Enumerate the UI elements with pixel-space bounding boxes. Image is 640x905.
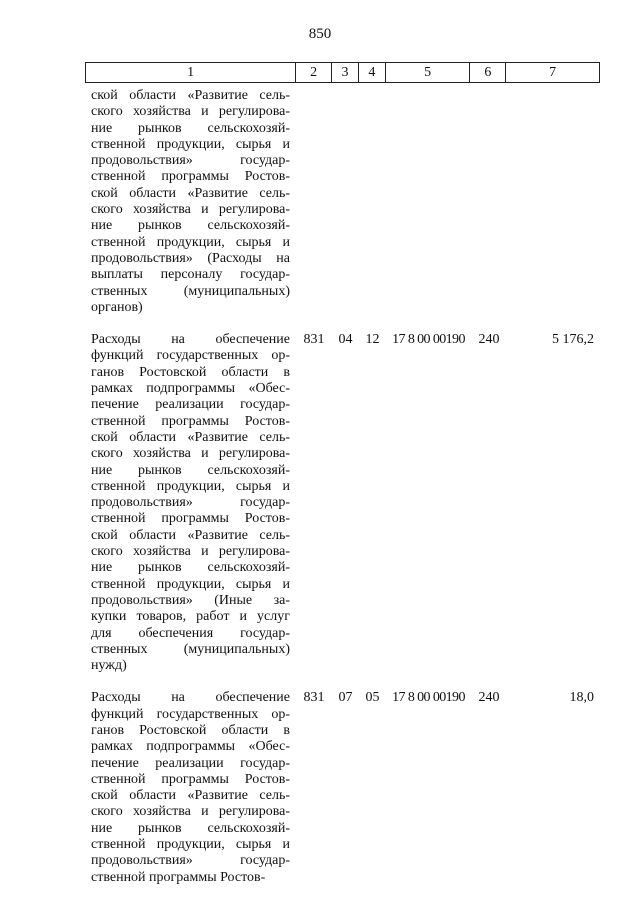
page-number: 850 (308, 26, 332, 42)
ministry-code: 831 (303, 332, 325, 348)
expense-type-code: 240 (478, 690, 500, 706)
description-line: ственной продукции, сырья и (91, 136, 290, 152)
description-line: ганов Ростовской области в (91, 722, 290, 738)
section-code (332, 88, 359, 316)
description-line: ского хозяйства и регулирова- (91, 446, 290, 462)
row-description (85, 332, 296, 674)
description-line: ской области «Развитие сель- (91, 527, 290, 543)
header-col-4: 4 (359, 63, 386, 82)
amount (507, 88, 600, 316)
description-line: ского хозяйства и регулирова- (91, 544, 290, 560)
table-row (85, 332, 600, 674)
description-line: ние рынков сельскохозяй- (91, 560, 290, 576)
description-line: печение реализации государ- (91, 755, 290, 771)
amount: 18,0 (569, 690, 594, 706)
description-line: ской области «Развитие сель- (91, 788, 290, 804)
description-line: ние рынков сельскохозяй- (91, 120, 290, 136)
amount: 5 176,2 (552, 332, 594, 348)
description-line: ственных (муниципальных) (91, 283, 290, 299)
description-line: ственной продукции, сырья и (91, 478, 290, 494)
description-line: Расходы на обеспечение (91, 690, 290, 706)
description-line: продовольствия» (Иные за- (91, 592, 290, 608)
description-line: ственной продукции, сырья и (91, 837, 290, 853)
header-col-6: 6 (470, 63, 506, 82)
header-col-5: 5 (386, 63, 471, 82)
description-line: купки товаров, работ и услуг (91, 609, 290, 625)
table-row (85, 690, 600, 886)
row-description (85, 88, 296, 316)
subsection-code: 12 (365, 332, 380, 348)
description-line: ганов Ростовской области в (91, 364, 290, 380)
target-article-code: 17 8 00 00190 (392, 332, 465, 348)
description-line: для обеспечения государ- (91, 625, 290, 641)
description-line: ственной продукции, сырья и (91, 234, 290, 250)
description-line: продовольствия» государ- (91, 853, 290, 869)
description-line: продовольствия» (Расходы на (91, 250, 290, 266)
description-line: ственной программы Ростов- (91, 511, 290, 527)
description-line: ственных (муниципальных) (91, 641, 290, 657)
target-article-code (386, 88, 471, 316)
description-line: ской области «Развитие сель- (91, 185, 290, 201)
description-line: продовольствия» государ- (91, 495, 290, 511)
description-line: Расходы на обеспечение (91, 332, 290, 348)
description-line: ние рынков сельскохозяй- (91, 218, 290, 234)
header-col-7: 7 (549, 64, 557, 80)
description-line: ственной продукции, сырья и (91, 576, 290, 592)
description-line: нужд) (91, 658, 127, 674)
description-line: функций государственных ор- (91, 706, 290, 722)
description-line: ского хозяйства и регулирова- (91, 104, 290, 120)
description-line: рамках подпрограммы «Обес- (91, 381, 290, 397)
expense-type-code: 240 (478, 332, 500, 348)
description-line: ственной программы Ростов- (91, 169, 290, 185)
table-body (85, 88, 600, 886)
description-line: ского хозяйства и регулирова- (91, 804, 290, 820)
description-line: ского хозяйства и регулирова- (91, 202, 290, 218)
expense-type-code (471, 88, 507, 316)
row-description (85, 690, 296, 886)
section-code: 07 (338, 690, 353, 706)
subsection-code: 05 (365, 690, 380, 706)
ministry-code (296, 88, 332, 316)
subsection-code (359, 88, 386, 316)
description-line: ние рынков сельскохозяй- (91, 462, 290, 478)
description-line: продовольствия» государ- (91, 153, 290, 169)
ministry-code: 831 (303, 690, 325, 706)
description-line: ской области «Развитие сель- (91, 88, 290, 103)
description-line: ственной программы Ростов- (91, 771, 290, 787)
target-article-code: 17 8 00 00190 (392, 690, 465, 706)
table-header (85, 62, 600, 83)
description-line: функций государственных ор- (91, 348, 290, 364)
description-line: ние рынков сельскохозяй- (91, 820, 290, 836)
description-line: выплаты персоналу государ- (91, 267, 290, 283)
header-col-2: 2 (296, 63, 332, 82)
description-line: ственной программы Ростов- (91, 413, 290, 429)
header-col-3: 3 (332, 63, 359, 82)
description-line: органов) (91, 299, 143, 315)
table-row (85, 88, 600, 316)
description-line: ственной программы Ростов- (91, 869, 266, 885)
header-col-1: 1 (86, 63, 296, 82)
description-line: ской области «Развитие сель- (91, 429, 290, 445)
description-line: рамках подпрограммы «Обес- (91, 739, 290, 755)
description-line: печение реализации государ- (91, 397, 290, 413)
section-code: 04 (338, 332, 353, 348)
